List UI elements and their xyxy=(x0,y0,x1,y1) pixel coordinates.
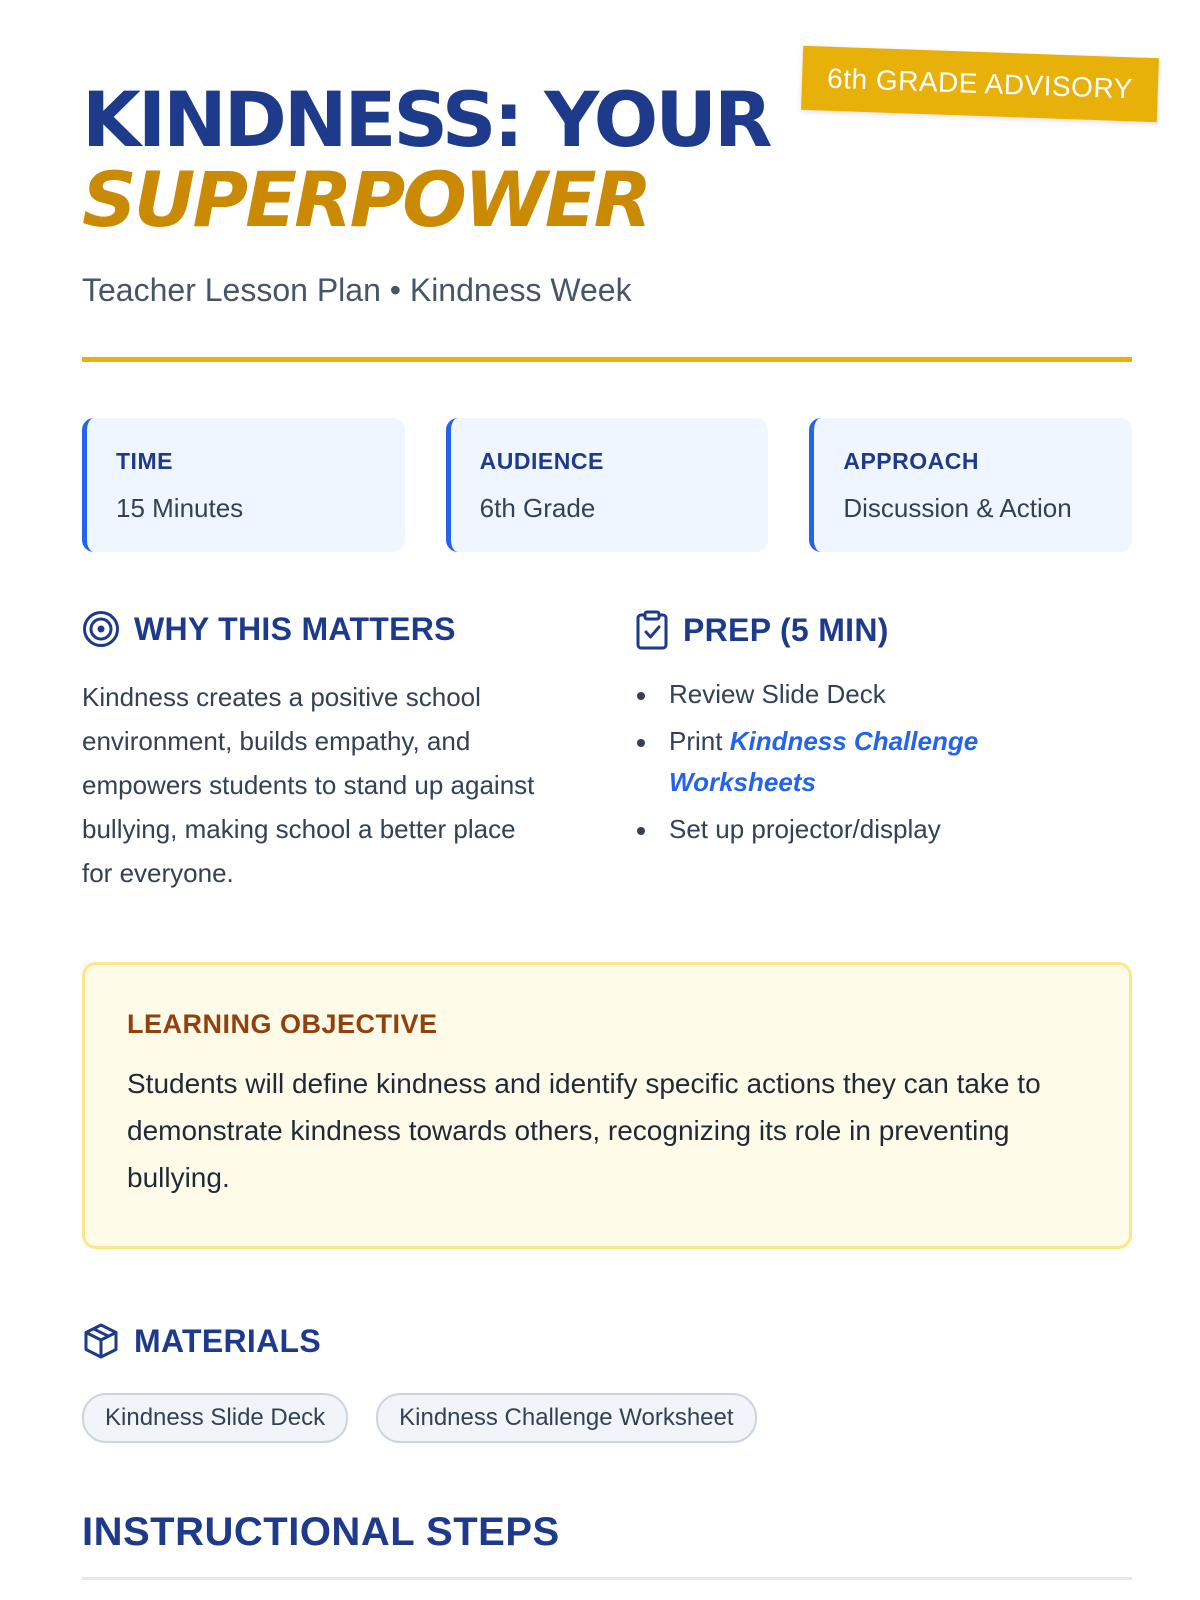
page-title-line1: KINDNESS: YOUR xyxy=(82,75,770,164)
info-card-value: Discussion & Action xyxy=(843,493,1072,523)
worksheet-link[interactable]: Kindness Challenge Worksheets xyxy=(669,726,979,797)
target-icon xyxy=(82,610,120,648)
page-subtitle: Teacher Lesson Plan • Kindness Week xyxy=(82,272,632,308)
materials-list xyxy=(82,1393,757,1443)
objective-text: Students will define kindness and identify specific actions they can take to demonstrate kindness towards others, recognizing its role in preventing bullying. xyxy=(127,1068,1041,1193)
header-divider xyxy=(82,357,1132,362)
prep-item-text: Set up projector/display xyxy=(669,814,941,844)
material-chip: Kindness Slide Deck xyxy=(82,1393,348,1443)
prep-item xyxy=(635,721,1055,803)
prep-item-text: Review Slide Deck xyxy=(669,679,886,709)
info-card-audience xyxy=(446,418,769,552)
prep-section-heading xyxy=(635,610,889,650)
clipboard-check-icon xyxy=(635,610,669,650)
instructional-steps-heading: INSTRUCTIONAL STEPS xyxy=(82,1510,560,1554)
info-card-approach xyxy=(809,418,1132,552)
info-card-label: APPROACH xyxy=(843,448,979,474)
box-icon xyxy=(82,1322,120,1360)
steps-divider xyxy=(82,1577,1132,1580)
prep-heading-text: PREP (5 MIN) xyxy=(683,611,889,648)
why-heading-text: WHY THIS MATTERS xyxy=(134,610,456,647)
info-card-label: AUDIENCE xyxy=(479,448,604,474)
grade-badge: 6th GRADE ADVISORY xyxy=(801,46,1159,122)
material-chip: Kindness Challenge Worksheet xyxy=(376,1393,756,1443)
why-section-heading xyxy=(82,610,456,648)
prep-item xyxy=(635,674,1055,715)
info-card-label: TIME xyxy=(116,448,173,474)
lesson-plan-page xyxy=(82,0,1132,1600)
info-card-value: 15 Minutes xyxy=(116,493,244,523)
prep-item-prefix: Print xyxy=(669,726,730,756)
materials-heading-text: MATERIALS xyxy=(134,1322,321,1359)
page-title-line2: SUPERPOWER xyxy=(82,155,650,244)
prep-item xyxy=(635,809,1055,850)
why-body-text: Kindness creates a positive school environment, builds empathy, and empowers students to stand up against bullying, making school a better place for everyone. xyxy=(82,682,535,888)
info-card-time xyxy=(82,418,405,552)
objective-label: LEARNING OBJECTIVE xyxy=(127,1009,438,1039)
info-cards xyxy=(82,418,1132,552)
learning-objective-box xyxy=(82,962,1132,1249)
materials-section-heading xyxy=(82,1322,321,1360)
info-card-value: 6th Grade xyxy=(479,493,596,523)
prep-list xyxy=(635,674,1055,856)
